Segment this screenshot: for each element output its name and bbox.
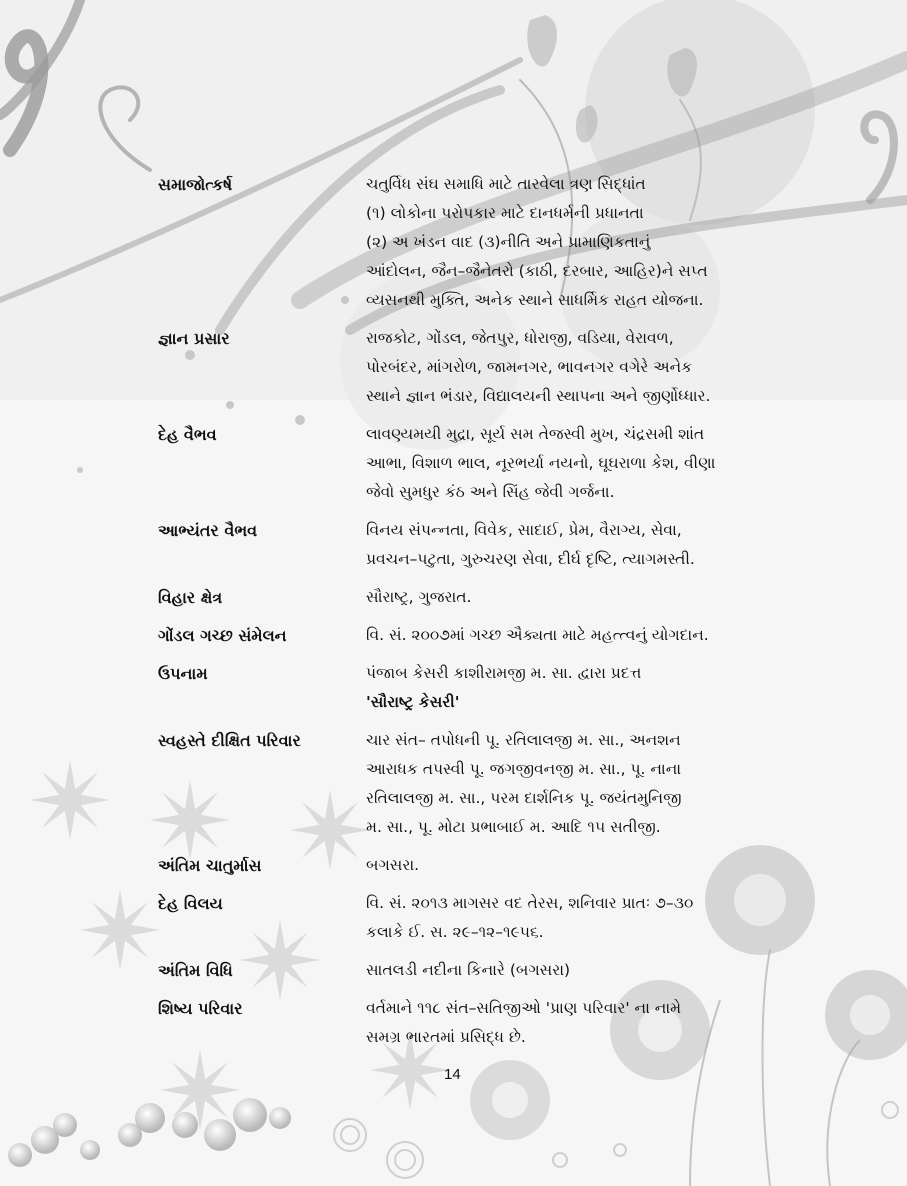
entry-description — [366, 659, 778, 717]
desc-line: કલાકે ઈ. સ. ૨૯–૧૨–૧૯૫૬. — [366, 923, 544, 941]
desc-line: પોરબંદર, માંગરોળ, જામનગર, ભાવનગર વગેરે અનેક — [366, 358, 693, 376]
desc-line: સૌરાષ્ટ્ર, ગુજરાત. — [366, 588, 472, 606]
entry-antim-vidhi — [158, 956, 778, 985]
entry-term: ગોંડલ ગચ્છ સંમેલન — [158, 626, 287, 645]
desc-line: પ્રવચન–પટુતા, ગુરુચરણ સેવા, દીર્ઘ દૃષ્ટિ, ત્યાગમસ્તી. — [366, 550, 695, 568]
entry-term: અંતિમ ચાતુર્માસ — [158, 856, 262, 875]
entry-deh-vilay — [158, 889, 778, 947]
entry-term: વિહાર ક્ષેત્ર — [158, 588, 223, 607]
desc-line: વ્યસનથી મુક્તિ, અનેક સ્થાને સાધર્મિક રાહત યોજના. — [366, 291, 704, 309]
desc-line: બગસરા. — [366, 856, 420, 874]
entry-term: સમાજોત્કર્ષ — [158, 175, 233, 194]
entry-abhyantar-vaibhav — [158, 516, 778, 574]
desc-line: રાજકોટ, ગોંડલ, જેતપુર, ધોરાજી, વડિયા, વેરાવળ, — [366, 329, 674, 347]
entry-shishya-parivar — [158, 994, 778, 1052]
entry-gyan-prasar — [158, 324, 778, 411]
entry-upnam — [158, 659, 778, 717]
entry-term: દેહ વૈભવ — [158, 425, 217, 444]
title-saurashtra-kesari: 'સૌરાષ્ટ્ર કેસરી' — [366, 693, 460, 711]
entry-term: શિષ્ય પરિવાર — [158, 999, 243, 1018]
desc-line: વિ. સં. ૨૦૧૩ માગસર વદ તેરસ, શનિવાર પ્રાતઃ ૭–૩૦ — [366, 894, 694, 912]
desc-line: વિ. સં. ૨૦૦૭માં ગચ્છ ઐક્યતા માટે મહત્ત્વનું યોગદાન. — [366, 626, 709, 644]
entry-deh-vaibhav — [158, 420, 778, 507]
entry-description — [366, 726, 778, 842]
desc-line: આભા, વિશાળ ભાલ, નૂરભર્યા નયનો, ઘૂઘરાળા કેશ, વીણા — [366, 454, 716, 472]
entry-term: ઉપનામ — [158, 664, 208, 683]
entry-description — [366, 516, 778, 574]
desc-line: સમગ્ર ભારતમાં પ્રસિદ્ધ છે. — [366, 1028, 526, 1046]
entry-term: સ્વહસ્તે દીક્ષિત પરિવાર — [158, 731, 301, 750]
desc-line: ચતુર્વિધ સંઘ સમાધિ માટે તારવેલા ત્રણ સિદ્ધાંત — [366, 175, 646, 193]
entry-description — [366, 994, 778, 1052]
entry-term: આભ્યંતર વૈભવ — [158, 521, 258, 540]
desc-line: સ્થાને જ્ઞાન ભંડાર, વિદ્યાલયની સ્થાપના અને જીર્ણોધ્ધાર. — [366, 387, 711, 405]
entry-description — [366, 851, 778, 880]
entry-vihar-kshetra — [158, 583, 778, 612]
entry-description — [366, 621, 778, 650]
desc-line: આંદોલન, જૈન–જૈનેતરો (કાઠી, દરબાર, આહિર)ને સપ્ત — [366, 262, 708, 280]
entry-samajotkarsh — [158, 170, 778, 315]
desc-line: મ. સા., પૂ. મોટા પ્રભાબાઈ મ. આદિ ૧૫ સતીજી. — [366, 818, 661, 836]
entry-description — [366, 583, 778, 612]
entry-gondal-gachchh-sammelan — [158, 621, 778, 650]
desc-line: રતિલાલજી મ. સા., પરમ દાર્શનિક પૂ. જયંતમુનિજી — [366, 789, 682, 807]
entry-term: અંતિમ વિધિ — [158, 961, 233, 980]
desc-line: (૧) લોકોના પરોપકાર માટે દાનધર્મની પ્રધાનતા — [366, 204, 644, 222]
desc-line: સાતલડી નદીના કિનારે (બગસરા) — [366, 961, 571, 979]
entry-term: જ્ઞાન પ્રસાર — [158, 329, 230, 348]
desc-line: વર્તમાને ૧૧૮ સંત–સતિજીઓ 'પ્રાણ પરિવાર' ના નામે — [366, 999, 682, 1017]
entry-description — [366, 956, 778, 985]
desc-line: પંજાબ કેસરી કાશીરામજી મ. સા. દ્વારા પ્રદત્ત — [366, 664, 642, 682]
entry-description — [366, 420, 778, 507]
desc-line: જેવો સુમધુર કંઠ અને સિંહ જેવી ગર્જના. — [366, 483, 615, 501]
desc-line: ચાર સંત– તપોધની પૂ. રતિલાલજી મ. સા., અનશન — [366, 731, 681, 749]
desc-line: વિનય સંપન્નતા, વિવેક, સાદાઈ, પ્રેમ, વૈરાગ્ય, સેવા, — [366, 521, 682, 539]
entry-description — [366, 889, 778, 947]
entry-swahaste-dikshit-parivar — [158, 726, 778, 842]
entry-description — [366, 170, 778, 315]
desc-line: આરાધક તપસ્વી પૂ. જગજીવનજી મ. સા., પૂ. નાના — [366, 760, 682, 778]
entry-term: દેહ વિલય — [158, 894, 223, 913]
desc-line: લાવણ્યમયી મુદ્રા, સૂર્ય સમ તેજસ્વી મુખ, ચંદ્રસમી શાંત — [366, 425, 705, 443]
page-number: 14 — [444, 1066, 461, 1083]
desc-line: (૨) અ ખંડન વાદ (૩)નીતિ અને પ્રામાણિકતાનું — [366, 233, 651, 251]
entry-antim-chaturmas — [158, 851, 778, 880]
glossary-list — [158, 170, 778, 1061]
entry-description — [366, 324, 778, 411]
